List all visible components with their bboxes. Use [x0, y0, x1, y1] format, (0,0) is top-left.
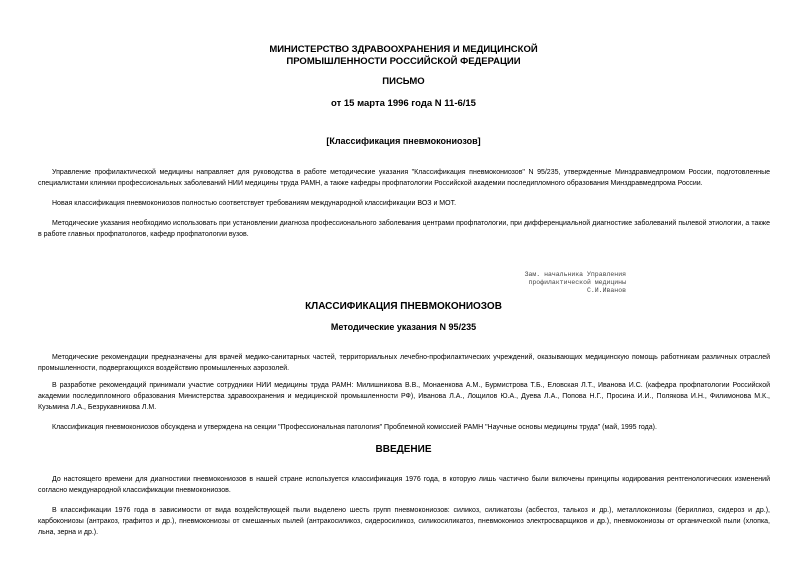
classification-paragraph-2: В разработке рекомендаций принимали участие сотрудники НИИ медицины труда РАМН: Милишникова В.В., Монаенкова А.М., Бурмистрова Т.Б., Еловская Л.Т., Иванова И.С. (кафедра профпатологии Российской академии последипломного образования Министерства здравоохранения и медицинской промышленности РФ), Иванова Л.А., Лощилов Ю.А., Дуева Л.А., Попова Н.Г., Просина И.И., Полякова И.Н., Филимонова М.К., Кузьмина Л.А., Безрукавникова Л.М. [38, 382, 770, 411]
letter-paragraph-2: Новая классификация пневмокониозов полностью соответствует требованиям международной классификации ВОЗ и МОТ. [52, 200, 457, 207]
classification-title: КЛАССИФИКАЦИЯ ПНЕВМОКОНИОЗОВ [305, 301, 502, 312]
classification-paragraph-3: Классификация пневмокониозов обсуждена и утверждена на секции "Профессиональная патология" Проблемной комиссией РАМН "Научные основы медицины труда" (май, 1995 года). [52, 424, 657, 431]
letter-paragraph-3: Методические указания необходимо использовать при установлении диагноза профессионального заболевания центрами профпатологии, при дифференциальной диагностике заболеваний пылевой этиологии, а также в работе главных профпатологов, кафедр профпатологии вузов. [38, 220, 770, 238]
signature-line-1: Зам. начальника Управления [524, 271, 626, 278]
ministry-line-1: МИНИСТЕРСТВО ЗДРАВООХРАНЕНИЯ И МЕДИЦИНСКОЙ [269, 44, 538, 55]
classification-paragraph-1: Методические рекомендации предназначены для врачей медико-санитарных частей, территориальных лечебно-профилактических учреждений, оказывающих медицинскую помощь работникам различных отраслей промышленности, подвергающихся воздействию промышленных аэрозолей. [38, 354, 770, 372]
letter-paragraph-1: Управление профилактической медицины направляет для руководства в работе методические указания "Классификация пневмокониозов" N 95/235, утвержденные Минздравмедпромом России, подготовленные специалистами клиники профессиональных заболеваний НИИ медицины труда РАМН, а также кафедры профпатологии Российской академии последипломного образования Минздравмедпрома России. [38, 169, 770, 187]
introduction-paragraph-1: До настоящего времени для диагностики пневмокониозов в нашей стране используется классификация 1976 года, в которую лишь частично были включены принципы кодирования рентгенологических изменений согласно международной классификации пневмокониозов. [38, 476, 770, 494]
document-subject: [Классификация пневмокониозов] [326, 136, 481, 146]
introduction-paragraph-2: В классификации 1976 года в зависимости от вида воздействующей пыли выделено шесть групп пневмокониозов: силикоз, силикатозы (асбестоз, талькоз и др.), металлокониозы (бериллиоз, сидероз и др.), карбокониозы (антракоз, графитоз и др.), пневмокониозы от смешанных пылей (антракосиликоз, сидеросиликоз, силикосиликатоз, пневмокониоз электросварщиков и др.), пневмокониозы от органической пыли (хлопка, льна, зерна и др.). [38, 507, 770, 536]
ministry-line-2: ПРОМЫШЛЕННОСТИ РОССИЙСКОЙ ФЕДЕРАЦИИ [286, 56, 521, 67]
document-type: ПИСЬМО [382, 76, 425, 87]
signature-line-3: С.И.Иванов [586, 287, 626, 294]
signature-block [500, 271, 626, 295]
classification-subtitle: Методические указания N 95/235 [330, 322, 477, 332]
signature-line-2: профилактической медицины [528, 279, 626, 286]
ministry-heading [0, 44, 807, 68]
introduction-title: ВВЕДЕНИЕ [375, 444, 432, 455]
document-date-number: от 15 марта 1996 года N 11-6/15 [331, 98, 476, 109]
